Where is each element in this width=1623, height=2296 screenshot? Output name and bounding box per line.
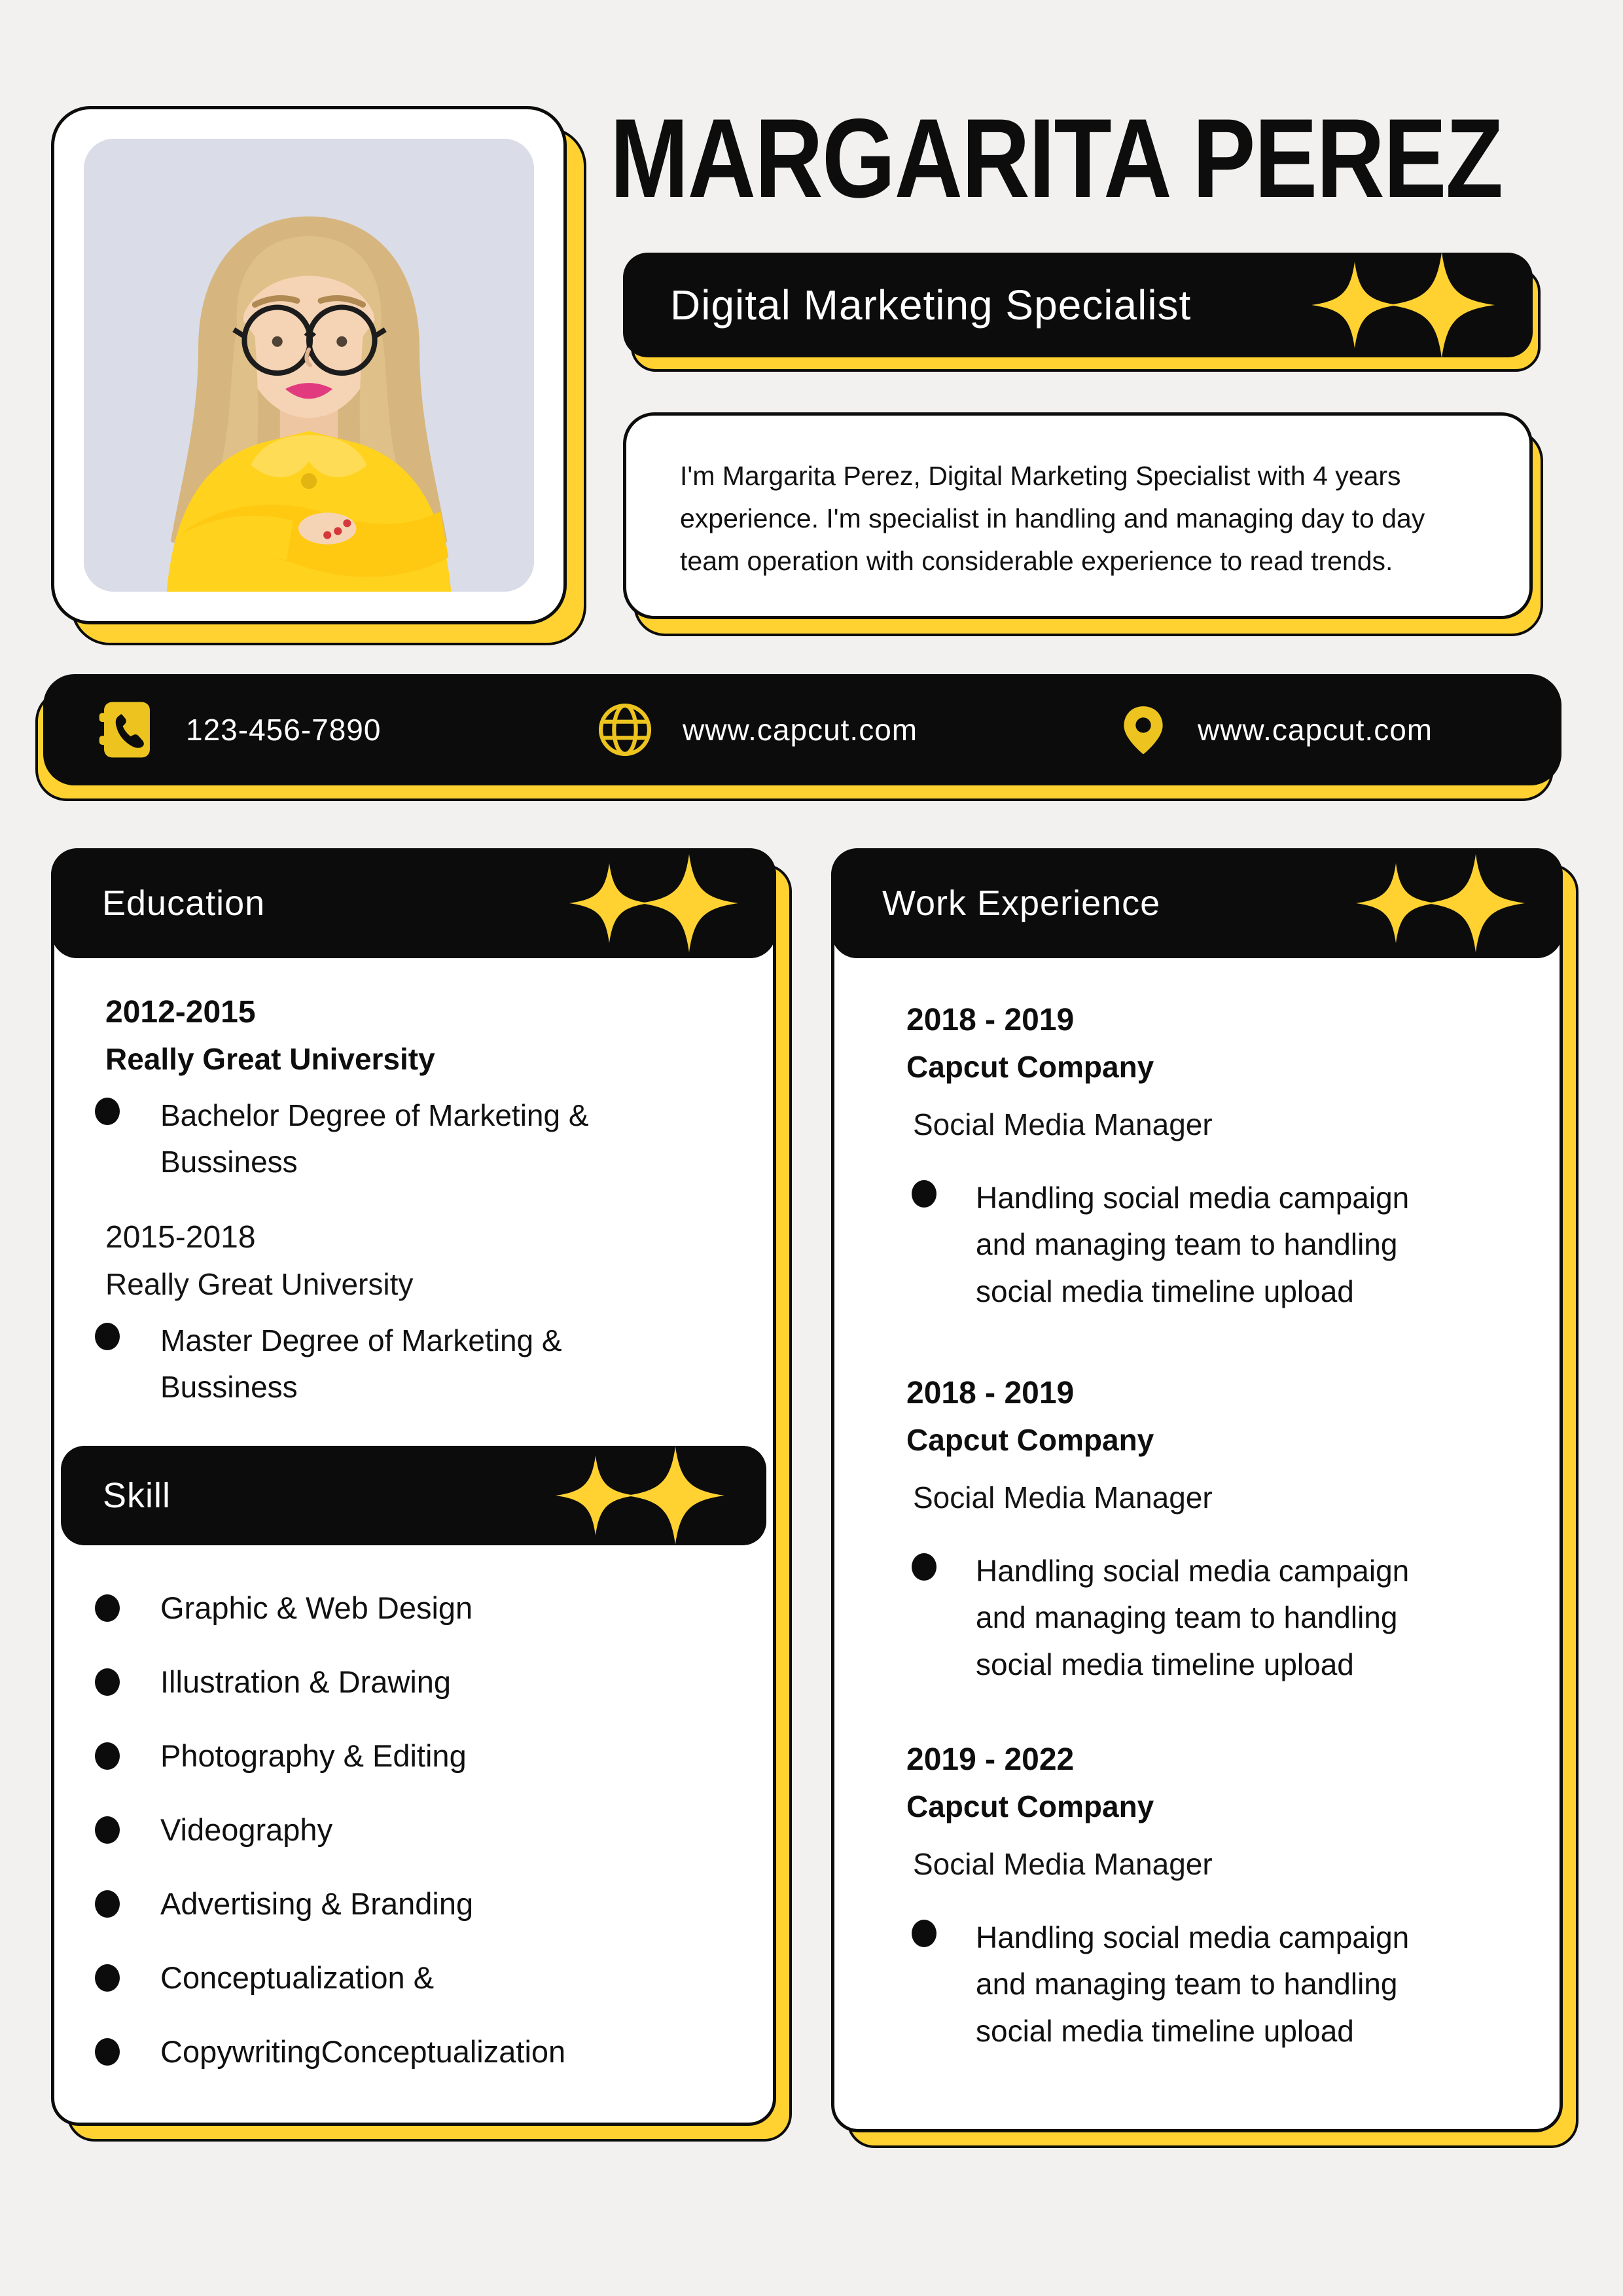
skill-section-header <box>61 1446 766 1545</box>
skill-item <box>95 1664 747 1700</box>
sparkle-icon <box>1427 854 1525 952</box>
work-role: Social Media Manager <box>913 1107 1213 1141</box>
contact-phone <box>97 674 381 785</box>
skill-label: Advertising & Branding <box>160 1886 474 1921</box>
education-period: 2015-2018 <box>105 1220 256 1255</box>
bullet-dot <box>95 1890 120 1918</box>
work-detail-item <box>912 1175 1454 1315</box>
work-detail: Handling social media campaign and managing team to handling social media timeline upload <box>976 1920 1410 2048</box>
skill-item <box>95 2034 747 2070</box>
role-pill <box>623 253 1533 357</box>
work-section-header <box>831 848 1563 958</box>
sparkle-icon <box>556 1456 635 1535</box>
education-degree-item <box>95 1092 618 1186</box>
location-pin-icon <box>1118 704 1169 755</box>
skill-label: Videography <box>160 1812 333 1847</box>
bullet-dot <box>95 1742 120 1770</box>
education-degree-item <box>95 1318 618 1411</box>
bullet-dot <box>95 1323 120 1350</box>
work-company: Capcut Company <box>906 1423 1154 1457</box>
photo-card <box>51 106 567 624</box>
work-role: Social Media Manager <box>913 1847 1213 1881</box>
work-detail: Handling social media campaign and managing team to handling social media timeline upload <box>976 1181 1410 1308</box>
education-school: Really Great University <box>105 1267 414 1301</box>
contact-location <box>1118 674 1433 785</box>
bullet-dot <box>95 2038 120 2066</box>
education-skill-card <box>51 848 776 2126</box>
skill-item <box>95 1812 747 1848</box>
education-degree: Master Degree of Marketing & Bussiness <box>160 1323 562 1405</box>
work-detail-item <box>912 1548 1454 1688</box>
contact-website <box>596 674 918 785</box>
skill-item <box>95 1886 747 1922</box>
sparkle-icon <box>640 854 738 952</box>
skill-label: Conceptualization & <box>160 1960 435 1995</box>
portrait-illustration <box>84 139 534 592</box>
bullet-dot <box>95 1964 120 1992</box>
education-section-title: Education <box>102 884 266 923</box>
skill-sparkles <box>556 1446 724 1545</box>
education-section-header <box>51 848 776 958</box>
education-degree: Bachelor Degree of Marketing & Bussiness <box>160 1098 589 1179</box>
about-text: I'm Margarita Perez, Digital Marketing Specialist with 4 years experience. I'm specialist in handling and managing day to day team operation with considerable experience to read trends. <box>680 461 1425 576</box>
sparkle-icon <box>1389 252 1495 358</box>
work-company: Capcut Company <box>906 1050 1154 1084</box>
work-sparkles <box>1356 854 1525 952</box>
work-detail: Handling social media campaign and managing team to handling social media timeline upload <box>976 1554 1410 1681</box>
website-url: www.capcut.com <box>683 713 918 747</box>
skill-item <box>95 1960 747 1996</box>
sparkle-icon <box>569 863 649 943</box>
skill-label: Photography & Editing <box>160 1738 467 1773</box>
location-text: www.capcut.com <box>1198 713 1433 747</box>
bullet-dot <box>95 1594 120 1622</box>
role-title: Digital Marketing Specialist <box>670 281 1192 329</box>
phone-number: 123-456-7890 <box>186 713 382 747</box>
skill-section-title: Skill <box>103 1476 171 1515</box>
page-title-name: MARGARITA PEREZ <box>610 96 1503 221</box>
education-period: 2012-2015 <box>105 995 256 1030</box>
education-sparkles <box>569 854 738 952</box>
about-card <box>623 412 1533 619</box>
sparkle-icon <box>1311 262 1398 348</box>
skill-list <box>95 1590 747 2108</box>
globe-icon <box>596 701 654 759</box>
work-company: Capcut Company <box>906 1789 1154 1823</box>
sparkle-icon <box>626 1446 724 1545</box>
bullet-dot <box>912 1180 936 1208</box>
bullet-dot <box>95 1816 120 1844</box>
profile-photo <box>84 139 534 592</box>
work-period: 2018 - 2019 <box>906 1003 1075 1037</box>
skill-item <box>95 1738 747 1774</box>
skill-item <box>95 1590 747 1626</box>
bullet-dot <box>912 1553 936 1581</box>
skill-label: Illustration & Drawing <box>160 1664 452 1699</box>
skill-label: Graphic & Web Design <box>160 1590 473 1625</box>
bullet-dot <box>912 1920 936 1947</box>
work-experience-card <box>831 848 1563 2132</box>
role-sparkles <box>1311 252 1495 358</box>
work-period: 2019 - 2022 <box>906 1742 1075 1777</box>
work-role: Social Media Manager <box>913 1480 1213 1515</box>
sparkle-icon <box>1356 863 1436 943</box>
contact-bar <box>43 674 1561 785</box>
education-school: Really Great University <box>105 1042 435 1076</box>
work-period: 2018 - 2019 <box>906 1376 1075 1410</box>
work-detail-item <box>912 1914 1454 2054</box>
skill-label: CopywritingConceptualization <box>160 2034 566 2069</box>
bullet-dot <box>95 1668 120 1696</box>
bullet-dot <box>95 1098 120 1125</box>
phone-book-icon <box>97 700 157 760</box>
work-section-title: Work Experience <box>882 884 1161 923</box>
